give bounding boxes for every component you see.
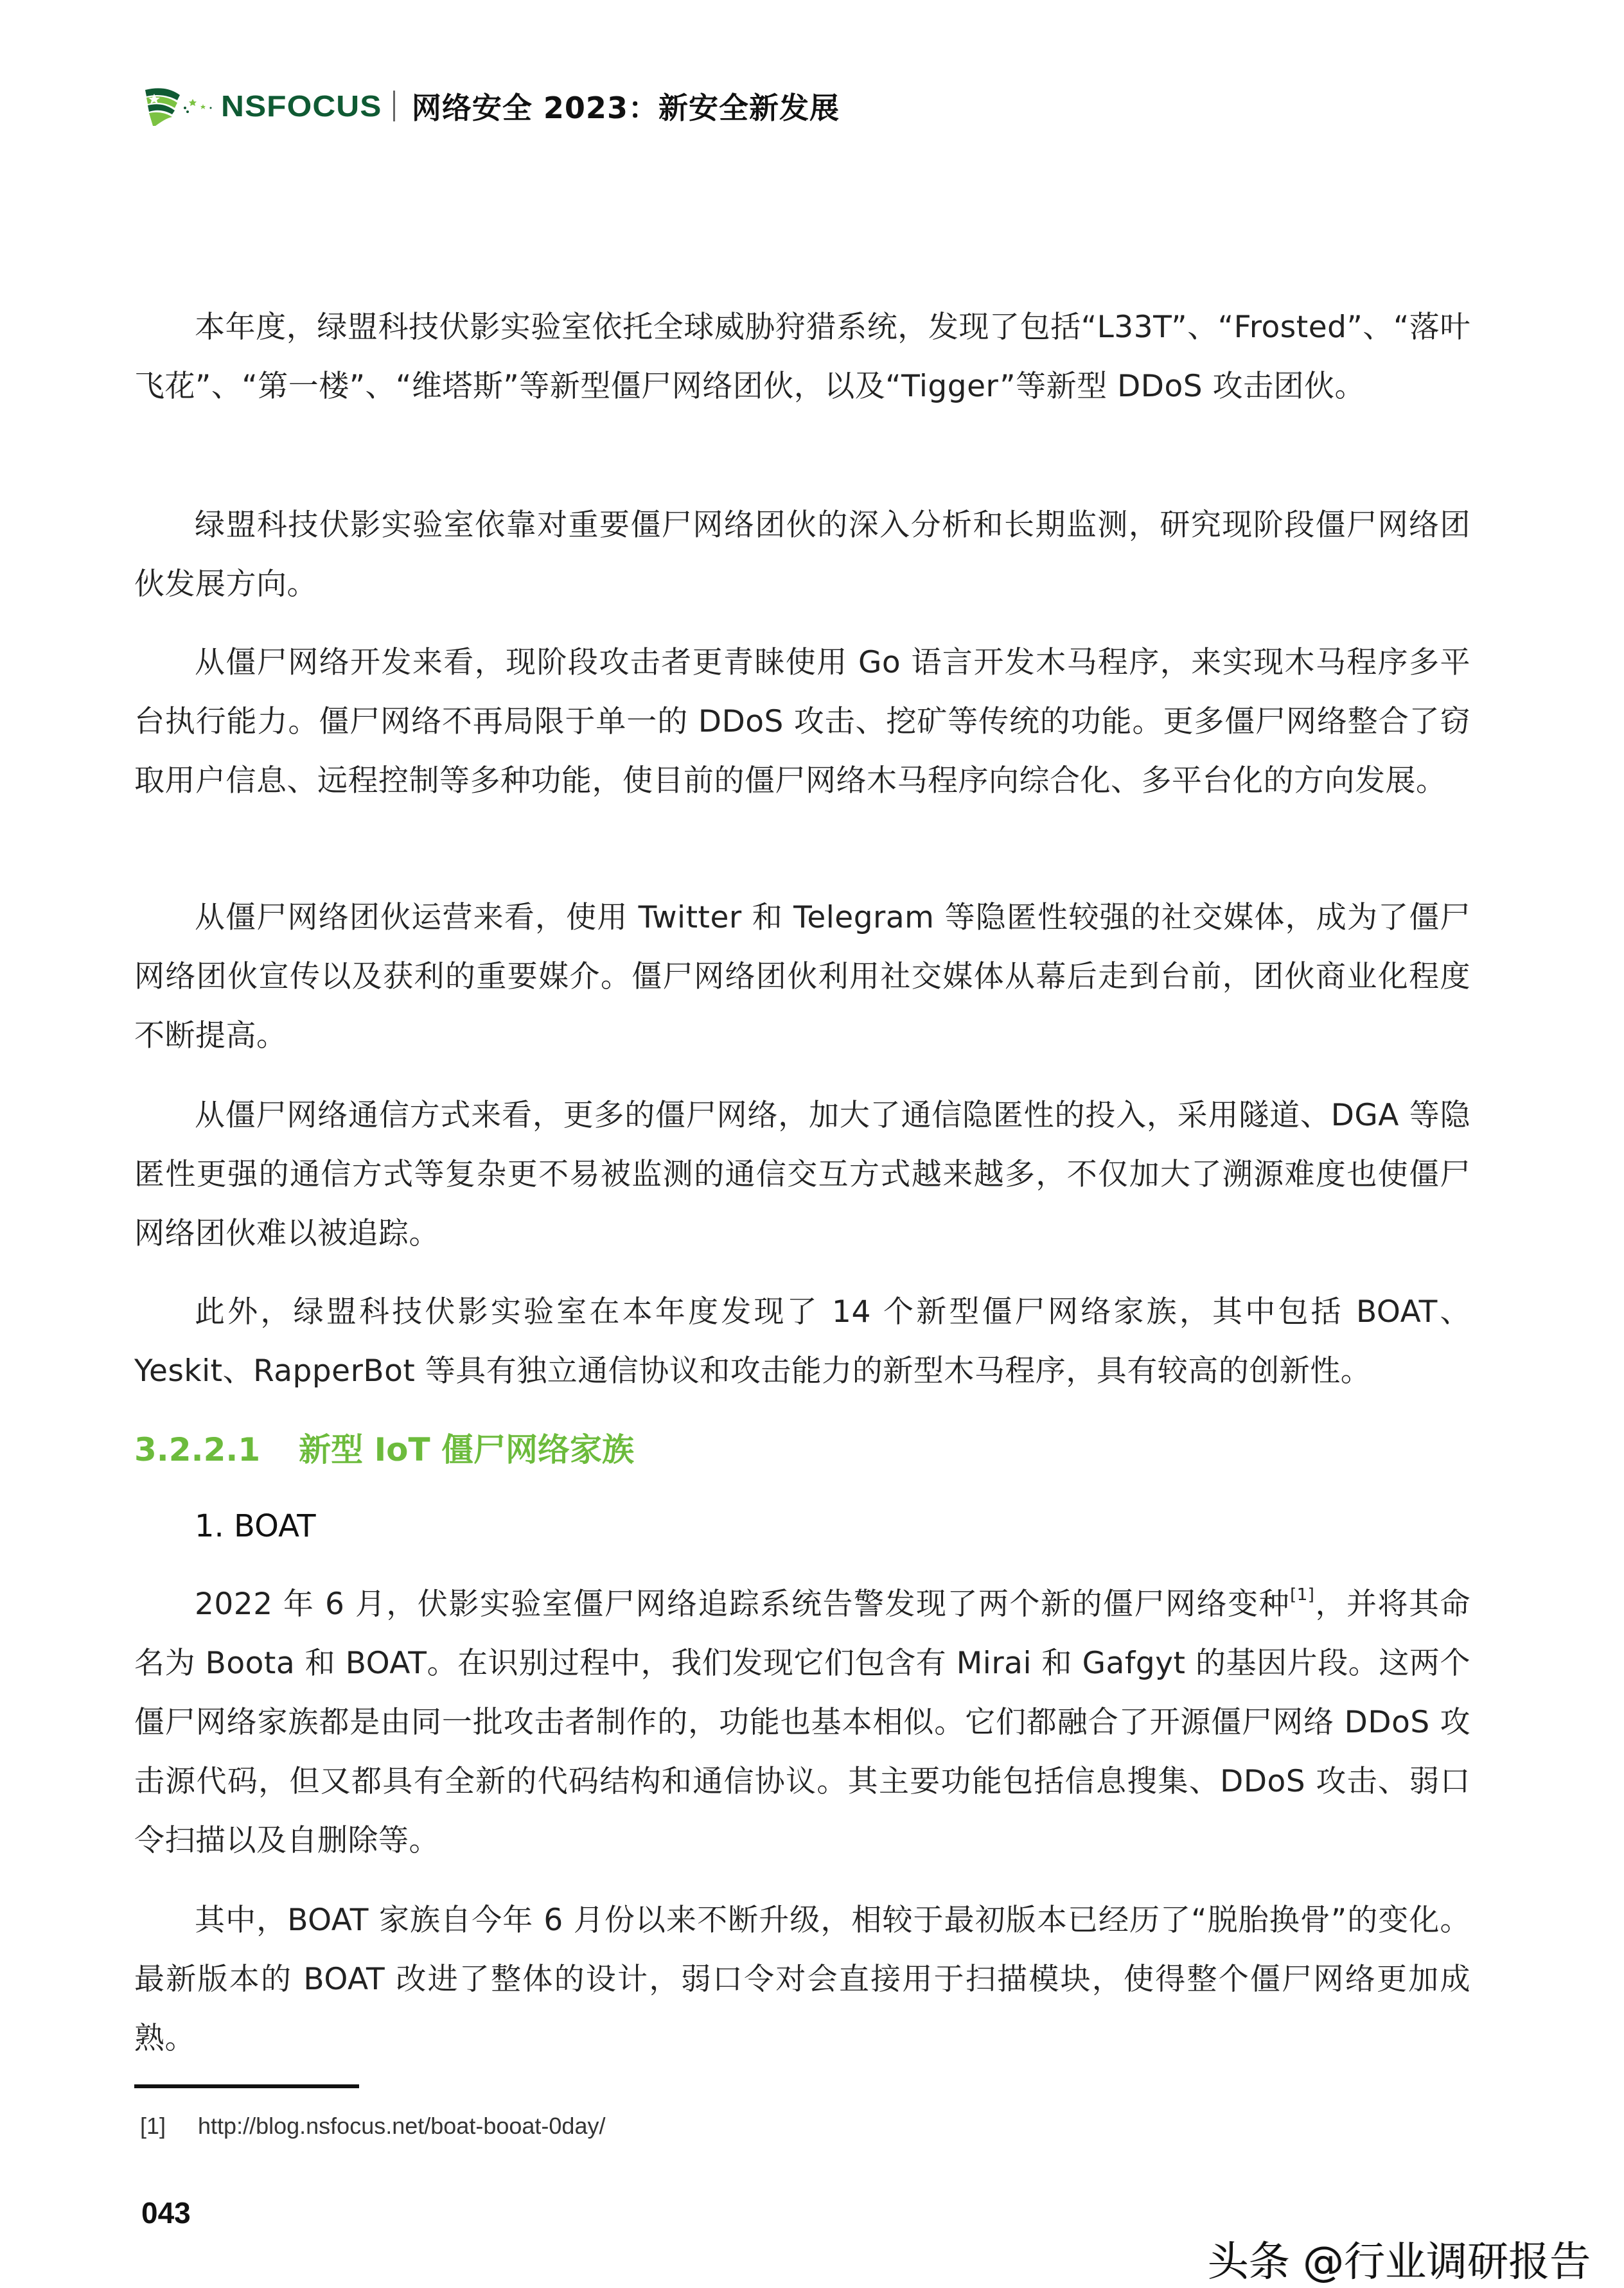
paragraph-boat-2: 其中，BOAT 家族自今年 6 月份以来不断升级，相较于最初版本已经历了“脱胎换骨”的变化。最新版本的 BOAT 改进了整体的设计，弱口令对会直接用于扫描模块，使得整个僵尸网络更加成熟。 <box>134 1903 1470 2056</box>
paragraph-boat-1 <box>134 1575 1470 1870</box>
nsfocus-logo <box>140 86 382 126</box>
footnote-ref-link[interactable]: [1] <box>1290 1585 1315 1605</box>
page-number: 043 <box>141 2196 191 2230</box>
boat-text-before-ref: 2022 年 6 月，伏影实验室僵尸网络追踪系统告警发现了两个新的僵尸网络变种 <box>195 1587 1291 1622</box>
paragraph-6: 此外，绿盟科技伏影实验室在本年度发现了 14 个新型僵尸网络家族，其中包括 BOAT、Yeskit、RapperBot 等具有独立通信协议和攻击能力的新型木马程序，具有较高的创新性。 <box>134 1294 1470 1389</box>
paragraph-2: 绿盟科技伏影实验室依靠对重要僵尸网络团伙的深入分析和长期监测，研究现阶段僵尸网络团伙发展方向。 <box>134 507 1470 602</box>
header-divider <box>393 91 395 121</box>
paragraph-5: 从僵尸网络通信方式来看，更多的僵尸网络，加大了通信隐匿性的投入，采用隧道、DGA 等隐匿性更强的通信方式等复杂更不易被监测的通信交互方式越来越多，不仅加大了溯源难度也使僵尸网络团伙难以被追踪。 <box>134 1098 1470 1251</box>
section-number: 3.2.2.1 <box>134 1431 261 1468</box>
section-title: 新型 IoT 僵尸网络家族 <box>299 1431 635 1468</box>
watermark: 头条 @行业调研报告 <box>1208 2239 1591 2286</box>
section-heading <box>134 1427 634 1472</box>
page-header <box>140 85 840 127</box>
footnote-number: [1] <box>140 2113 166 2139</box>
logo-wordmark: NSFOCUS <box>221 89 382 123</box>
document-title: 网络安全 2023：新安全新发展 <box>411 91 840 125</box>
footnote <box>140 2112 605 2140</box>
footnote-divider <box>134 2084 359 2088</box>
paragraph-3: 从僵尸网络开发来看，现阶段攻击者更青睐使用 Go 语言开发木马程序，来实现木马程序多平台执行能力。僵尸网络不再局限于单一的 DDoS 攻击、挖矿等传统的功能。更多僵尸网络整合了窃取用户信息、远程控制等多种功能，使目前的僵尸网络木马程序向综合化、多平台化的方向发展。 <box>134 645 1470 798</box>
paragraph-4: 从僵尸网络团伙运营来看，使用 Twitter 和 Telegram 等隐匿性较强的社交媒体，成为了僵尸网络团伙宣传以及获利的重要媒介。僵尸网络团伙利用社交媒体从幕后走到台前，团伙商业化程度不断提高。 <box>134 900 1470 1053</box>
item-heading-boat: 1. BOAT <box>195 1508 316 1544</box>
flag-logo-icon <box>140 86 217 126</box>
boat-text-after-ref: ，并将其命名为 Boota 和 BOAT。在识别过程中，我们发现它们包含有 Mirai 和 Gafgyt 的基因片段。这两个僵尸网络家族都是由同一批攻击者制作的，功能也基本相似。它们都融合了开源僵尸网络 DDoS 攻击源代码，但又都具有全新的代码结构和通信协议。其主要功能包括信息搜集、DDoS 攻击、弱口令扫描以及自删除等。 <box>134 1587 1470 1858</box>
footnote-url[interactable]: http://blog.nsfocus.net/boat-booat-0day/ <box>198 2113 606 2139</box>
paragraph-1: 本年度，绿盟科技伏影实验室依托全球威胁狩猎系统，发现了包括“L33T”、“Frosted”、“落叶飞花”、“第一楼”、“维塔斯”等新型僵尸网络团伙，以及“Tigger”等新型 DDoS 攻击团伙。 <box>134 310 1470 404</box>
